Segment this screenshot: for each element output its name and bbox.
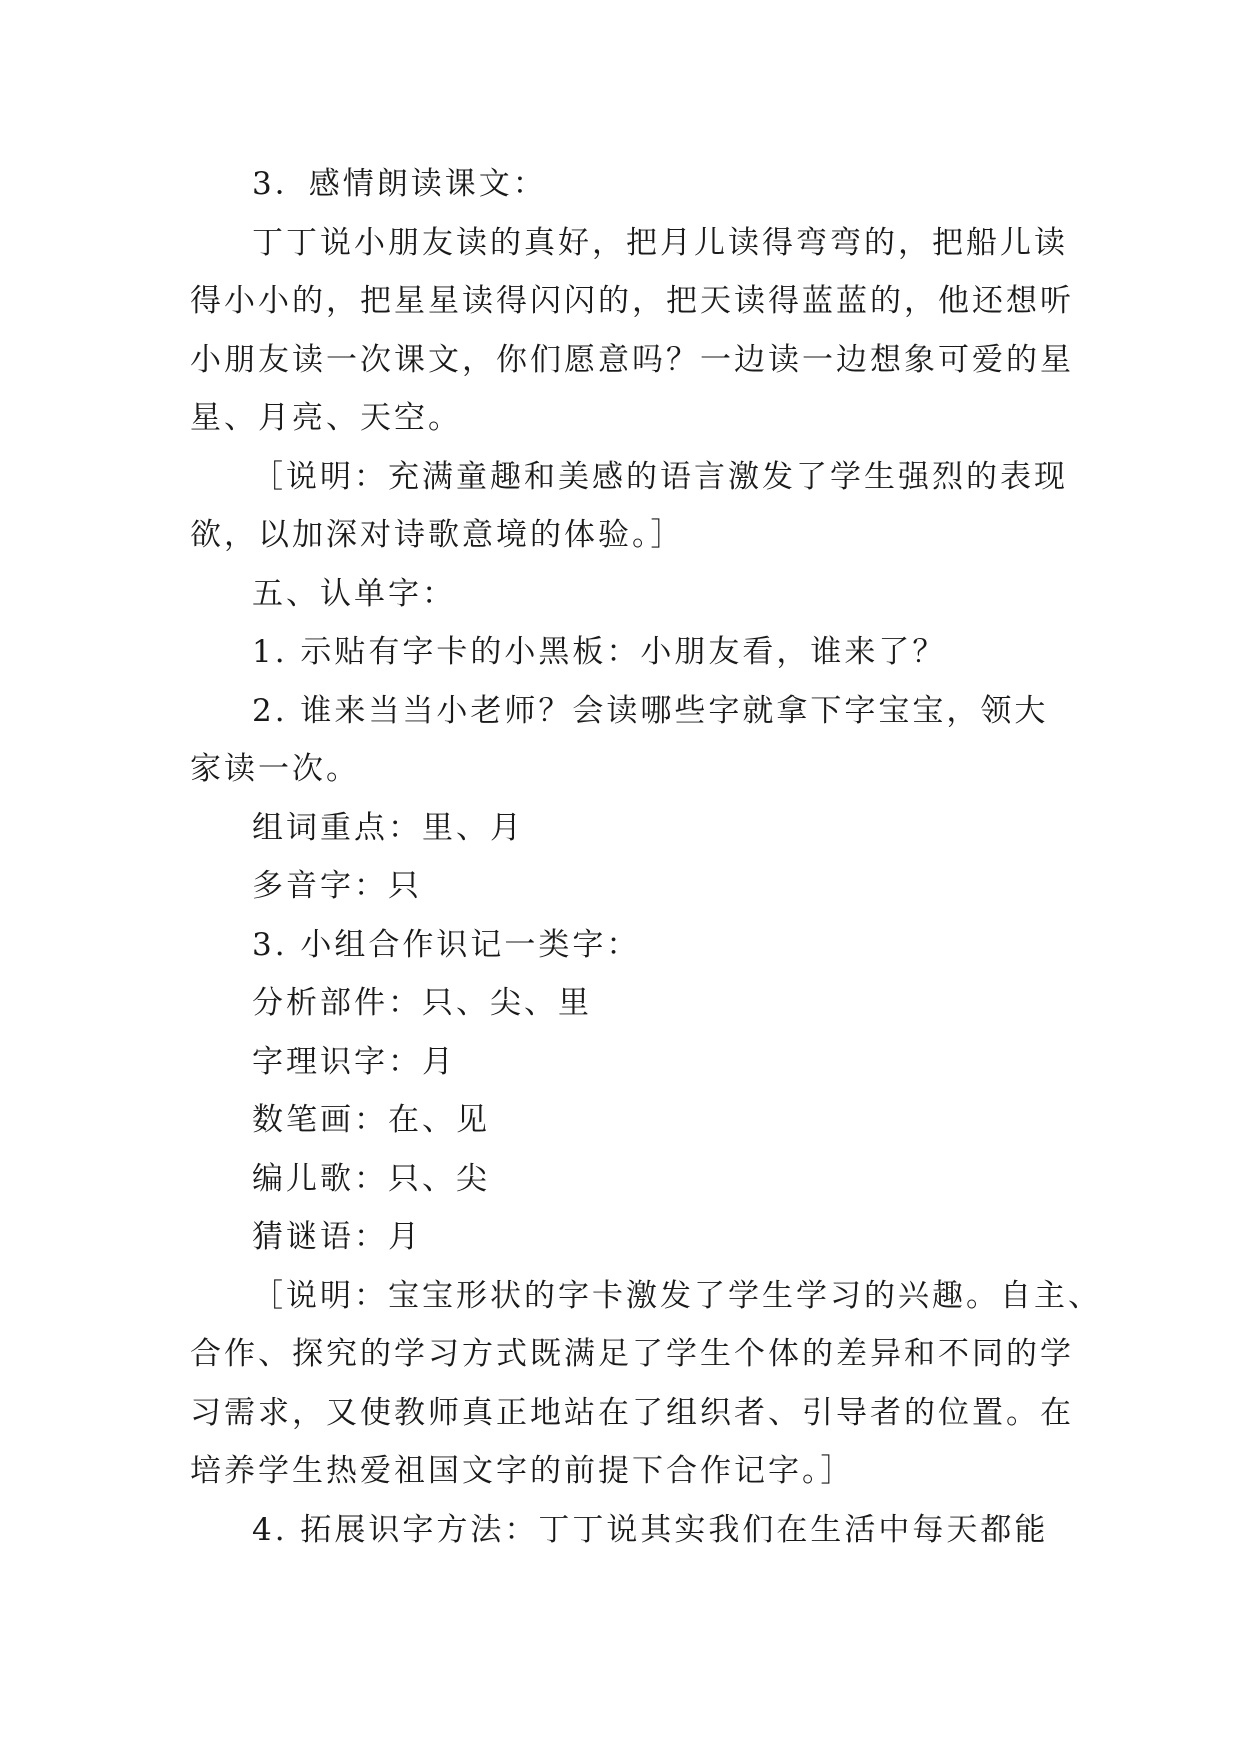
text-line: 字理识字：月 (252, 1043, 456, 1080)
text-line: 多音字：只 (252, 868, 422, 904)
text-line: 五、认单字： (252, 575, 456, 612)
text-line: 2. 谁来当当小老师？会读哪些字就拿下字宝宝，领大 (252, 692, 1049, 729)
text-line: 编儿歌：只、尖 (252, 1160, 490, 1197)
text-line: 3．感情朗读课文： (252, 166, 547, 202)
text-line: 合作、探究的学习方式既满足了学生个体的差异和不同的学 (190, 1336, 1074, 1372)
text-line: 小朋友读一次课文，你们愿意吗？一边读一边想象可爱的星 (190, 341, 1074, 378)
document-page (190, 155, 1102, 1559)
text-line: 家读一次。 (190, 751, 360, 787)
text-line: 数笔画：在、见 (252, 1102, 490, 1138)
text-line: 猜谜语：月 (252, 1219, 422, 1255)
text-line: 得小小的，把星星读得闪闪的，把天读得蓝蓝的，他还想听 (190, 283, 1074, 319)
text-line: ［说明：宝宝形状的字卡激发了学生学习的兴趣。自主、 (252, 1277, 1102, 1314)
text-line: 组词重点：里、月 (252, 809, 524, 846)
text-line: 分析部件：只、尖、里 (252, 985, 592, 1021)
text-line: 欲，以加深对诗歌意境的体验。］ (190, 517, 685, 553)
text-line: 1. 示贴有字卡的小黑板：小朋友看，谁来了？ (252, 634, 947, 670)
text-line: 3. 小组合作识记一类字： (252, 926, 641, 963)
text-line: ［说明：充满童趣和美感的语言激发了学生强烈的表现 (252, 458, 1068, 495)
text-line: 习需求，又使教师真正地站在了组织者、引导者的位置。在 (190, 1394, 1074, 1431)
text-line: 培养学生热爱祖国文字的前提下合作记字。］ (190, 1453, 855, 1489)
text-line: 星、月亮、天空。 (190, 400, 462, 436)
text-line: 丁丁说小朋友读的真好，把月儿读得弯弯的，把船儿读 (252, 224, 1068, 261)
text-line: 4. 拓展识字方法：丁丁说其实我们在生活中每天都能 (252, 1511, 1049, 1548)
